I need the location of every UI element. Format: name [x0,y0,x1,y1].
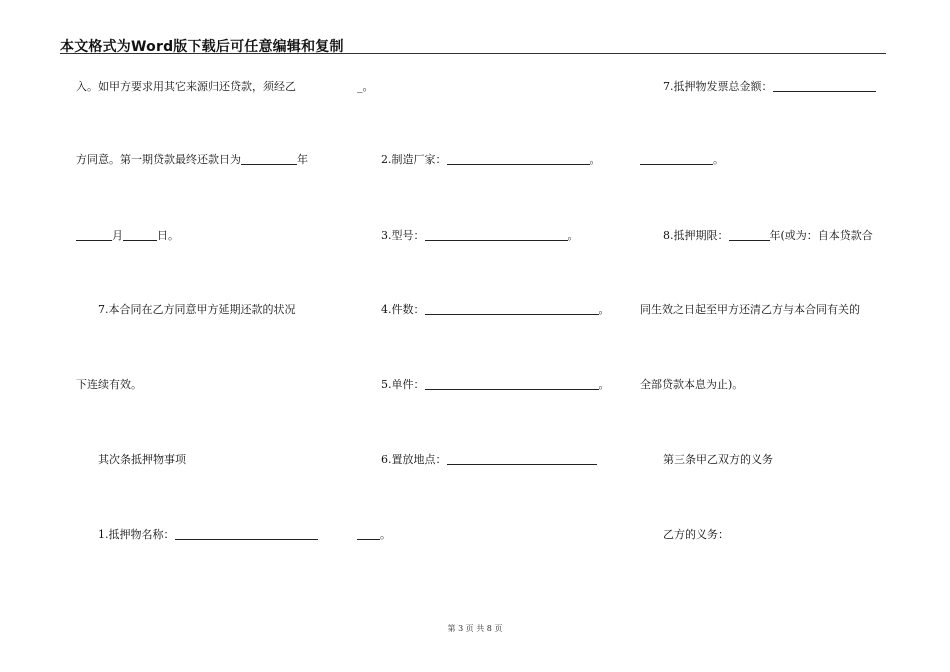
col1-line-7-tail [357,528,391,542]
col1-line-2-text-b: 年 [297,153,308,166]
col1-line-3 [76,229,179,243]
col2-line-5 [381,453,597,467]
page-number-footer: 第 3 页 共 8 页 [447,624,503,633]
col3-line-2-text: 。 [713,153,724,166]
col1-line-5 [76,378,142,392]
fill-blank [773,80,876,92]
col3-line-3 [663,229,873,243]
col2-line-1-text-b: 。 [589,153,601,166]
col1-line-7-tail-text: 。 [380,528,391,541]
col2-line-1-text-a: 2.制造厂家： [381,153,447,166]
col1-line-2 [76,153,308,167]
col3-line-5-text: 全部贷款本息为止)。 [640,378,744,391]
col2-line-4-text-a: 5.单件： [381,378,425,391]
fill-blank [425,229,568,241]
col2-line-3-text-b: 。 [598,303,610,316]
col2-line-4 [381,378,610,392]
fill-blank [357,528,380,540]
fill-blank [447,153,590,165]
fill-blank [425,303,599,315]
col3-line-3-text-a: 8.抵押期限： [663,229,729,242]
col1-line-1-tail [357,80,374,94]
fill-blank [76,229,112,241]
document-header-title: 本文格式为Word版下载后可任意编辑和复制 [60,39,344,55]
col1-line-2-text-a: 方同意。第一期贷款最终还款日为 [76,153,241,166]
col3-line-7-text: 乙方的义务： [663,528,729,541]
col1-line-4 [98,303,296,317]
col3-line-1-text: 7.抵押物发票总金额： [663,80,773,93]
col2-line-3-text-a: 4.件数： [381,303,425,316]
fill-blank [241,153,297,165]
col1-line-7-text: 1.抵押物名称： [98,528,175,541]
fill-blank [447,453,597,465]
col3-line-6 [663,453,773,467]
col1-line-7 [98,528,318,542]
col1-line-6 [98,453,186,467]
col1-line-1 [76,80,296,94]
fill-blank [729,229,770,241]
col2-line-5-text: 6.置放地点： [381,453,447,466]
col1-line-1-text: 入。如甲方要求用其它来源归还贷款，须经乙 [76,80,296,93]
header-divider [60,53,886,54]
col1-line-5-text: 下连续有效。 [76,378,142,391]
col2-line-2-text-a: 3.型号： [381,229,425,242]
fill-blank [123,229,157,241]
col3-line-1 [663,80,876,94]
col2-line-3 [381,303,610,317]
col1-line-3-text-b: 日。 [157,229,179,242]
col1-line-1-tail-text: _。 [357,80,374,93]
col1-line-6-text: 其次条抵押物事项 [98,453,186,466]
col3-line-7 [663,528,729,542]
col3-line-2 [640,153,724,167]
fill-blank [425,378,599,390]
col2-line-1 [381,153,601,167]
col3-line-5 [640,378,743,392]
col2-line-2-text-b: 。 [567,229,579,242]
fill-blank [175,528,318,540]
col3-line-3-text-b: 年(或为：自本贷款合 [769,229,873,242]
fill-blank [640,153,713,165]
col1-line-3-text-a: 月 [112,229,123,242]
col2-line-4-text-b: 。 [598,378,610,391]
col3-line-4 [640,303,860,317]
col3-line-4-text: 同生效之日起至甲方还清乙方与本合同有关的 [640,303,860,316]
col2-line-2 [381,229,579,243]
col3-line-6-text: 第三条甲乙双方的义务 [663,453,773,466]
col1-line-4-text: 7.本合同在乙方同意甲方延期还款的状况 [98,303,296,316]
